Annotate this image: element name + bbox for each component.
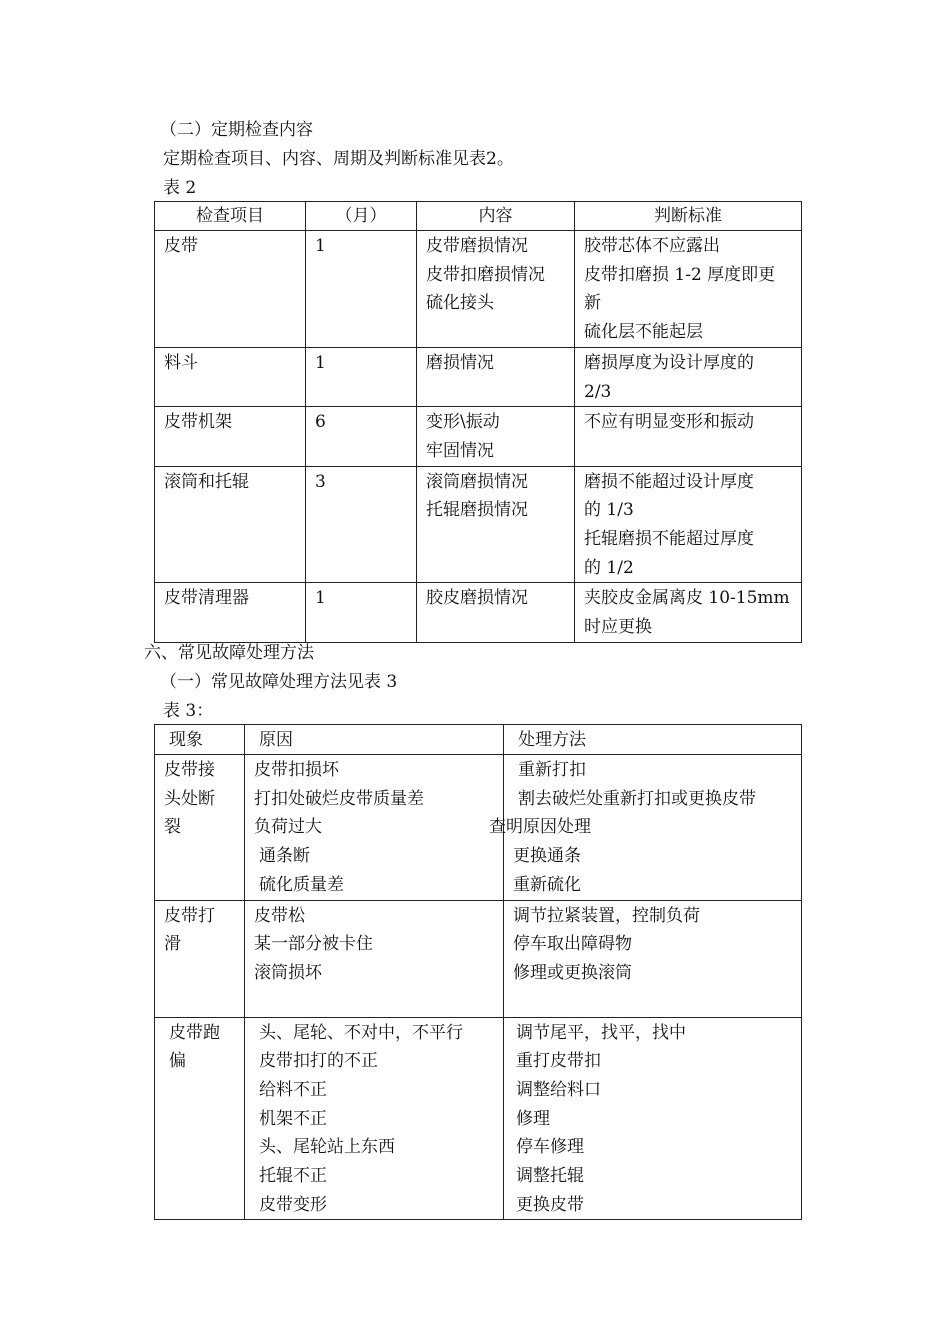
cause-line: 打扣处破烂皮带质量差: [254, 788, 424, 809]
standard-line: 夹胶皮金属离皮 10-15mm: [584, 588, 790, 609]
standard-line: 托辊磨损不能超过厚度: [584, 529, 754, 550]
content-line: 托辊磨损情况: [426, 500, 528, 521]
content-line: 滚筒磨损情况: [426, 471, 528, 492]
cause-line: 负荷过大: [254, 817, 322, 838]
header-cell: 内容: [417, 202, 575, 231]
header-cell: 处理方法: [504, 725, 802, 755]
standard-line: 不应有明显变形和振动: [584, 412, 754, 433]
fix-line: 调整托辊: [516, 1166, 584, 1187]
table-header-row: [155, 725, 802, 755]
cause-line: 头、尾轮、不对中，不平行: [259, 1022, 463, 1043]
content-line: 变形\振动: [426, 412, 500, 433]
fix-line: 重新硫化: [513, 874, 581, 895]
table-row: [155, 900, 802, 1017]
fix-line: 更换通条: [513, 846, 581, 867]
period-cell: 3: [315, 471, 326, 492]
cause-line: 机架不正: [259, 1108, 327, 1129]
symptom-line: 滑: [164, 934, 181, 955]
table-label: 表 3：: [163, 701, 214, 721]
period-cell: 1: [315, 352, 326, 373]
section-heading: （二）定期检查内容: [160, 120, 313, 140]
content-line: 磨损情况: [426, 352, 494, 373]
table-row: [155, 1017, 802, 1220]
section-heading: 六、常见故障处理方法: [144, 643, 314, 663]
standard-line: 的 1/3: [584, 500, 634, 521]
inspection-table: [154, 201, 802, 643]
cause-line: 皮带扣打的不正: [259, 1051, 378, 1072]
standard-line: 皮带扣磨损 1-2 厚度即更: [584, 264, 776, 285]
table-row: [155, 466, 802, 583]
standard-line: 磨损厚度为设计厚度的: [584, 352, 754, 373]
fix-line: 调节尾平，找平，找中: [516, 1022, 686, 1043]
standard-line: 胶带芯体不应露出: [584, 236, 720, 256]
content-line: 硫化接头: [426, 293, 494, 314]
content-line: 牢固情况: [426, 440, 494, 461]
symptom-line: 皮带跑: [169, 1022, 220, 1043]
table-header-row: [155, 202, 802, 231]
symptom-line: 皮带打: [164, 905, 215, 926]
table-label: 表 2: [163, 178, 197, 198]
fix-line: 割去破烂处重新打扣或更换皮带: [518, 788, 756, 809]
fault-table: [154, 724, 802, 1220]
fix-line: 查明原因处理: [489, 817, 591, 838]
fix-line: 调整给料口: [516, 1079, 601, 1100]
fix-line: 修理或更换滚筒: [513, 962, 632, 983]
section-subheading: （一）常见故障处理方法见表 3: [160, 672, 398, 692]
symptom-line: 皮带接: [164, 760, 215, 780]
symptom-line: 裂: [164, 817, 181, 838]
standard-line: 磨损不能超过设计厚度: [584, 471, 754, 492]
header-cell: 判断标准: [575, 202, 802, 231]
item-cell: 料斗: [164, 352, 198, 373]
header-cell: （月）: [306, 202, 417, 231]
table-row: [155, 347, 802, 406]
header-cell: 现象: [155, 725, 245, 755]
standard-line: 新: [584, 293, 601, 314]
header-cell: 检查项目: [155, 202, 306, 231]
cause-line: 某一部分被卡住: [254, 934, 373, 955]
period-cell: 1: [315, 236, 326, 256]
item-cell: 皮带清理器: [164, 588, 249, 609]
header-cell: 原因: [245, 725, 504, 755]
content-line: 皮带磨损情况: [426, 236, 528, 256]
standard-line: 的 1/2: [584, 557, 634, 578]
cause-line: 滚筒损坏: [254, 962, 322, 983]
fix-line: 更换皮带: [516, 1194, 584, 1215]
cause-line: 托辊不正: [259, 1166, 327, 1187]
period-cell: 1: [315, 588, 326, 609]
fix-line: 调节拉紧装置，控制负荷: [513, 905, 700, 926]
fix-line: 停车取出障碍物: [513, 934, 632, 955]
table-row: [155, 231, 802, 348]
cause-line: 通条断: [259, 846, 310, 867]
item-cell: 皮带: [164, 236, 198, 256]
section-intro: 定期检查项目、内容、周期及判断标准见表2。: [163, 149, 514, 169]
content-line: 皮带扣磨损情况: [426, 264, 545, 285]
table-row: [155, 583, 802, 642]
standard-line: 硫化层不能起层: [584, 322, 703, 343]
content-line: 胶皮磨损情况: [426, 588, 528, 609]
period-cell: 6: [315, 412, 326, 433]
fix-line: 重打皮带扣: [516, 1051, 601, 1072]
standard-line: 2/3: [584, 381, 612, 402]
fix-line: 停车修理: [516, 1137, 584, 1158]
item-cell: 皮带机架: [164, 412, 232, 433]
cause-line: 给料不正: [259, 1079, 327, 1100]
table-row: [155, 407, 802, 466]
cause-line: 硫化质量差: [259, 874, 344, 895]
symptom-line: 头处断: [164, 788, 215, 809]
cause-line: 皮带扣损坏: [254, 760, 339, 780]
symptom-line: 偏: [169, 1051, 186, 1072]
standard-line: 时应更换: [584, 617, 652, 638]
cause-line: 皮带变形: [259, 1194, 327, 1215]
fix-line: 重新打扣: [518, 760, 586, 780]
table-row: [155, 755, 802, 901]
item-cell: 滚筒和托辊: [164, 471, 249, 492]
cause-line: 头、尾轮站上东西: [259, 1137, 395, 1158]
fix-line: 修理: [516, 1108, 550, 1129]
cause-line: 皮带松: [254, 905, 305, 926]
